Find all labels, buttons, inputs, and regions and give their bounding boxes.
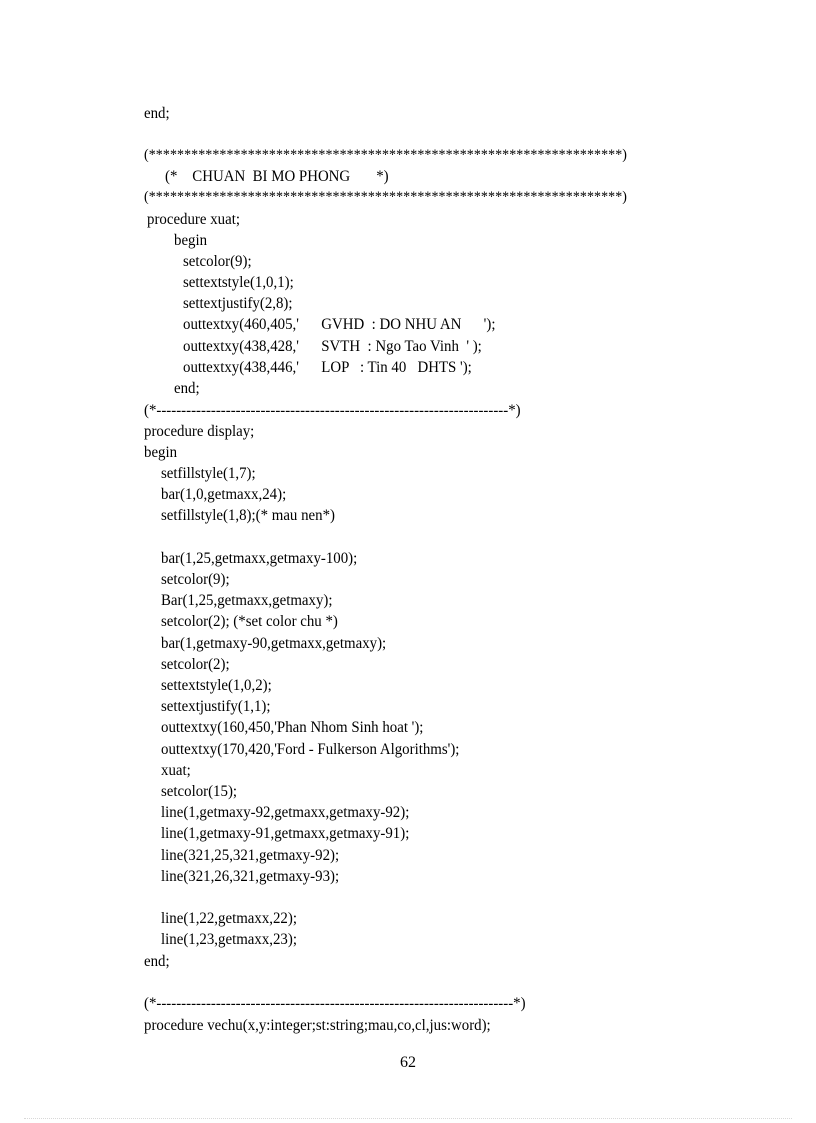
code-line: setcolor(9);: [161, 571, 230, 588]
code-line: line(321,25,321,getmaxy-92);: [161, 847, 340, 864]
code-line: end;: [144, 953, 170, 970]
code-line: end;: [144, 105, 170, 122]
code-line: setcolor(15);: [161, 783, 238, 800]
code-line: bar(1,25,getmaxx,getmaxy-100);: [161, 550, 358, 567]
comment-banner-line: (*******************************************************************): [144, 189, 628, 205]
code-line: outtextxy(170,420,'Ford - Fulkerson Algorithms');: [161, 741, 460, 758]
code-line: settextstyle(1,0,2);: [161, 677, 272, 694]
code-line: setcolor(9);: [183, 253, 252, 270]
code-line: end;: [174, 380, 200, 397]
code-line: setfillstyle(1,8);(* mau nen*): [161, 507, 335, 524]
code-line: bar(1,0,getmaxx,24);: [161, 486, 287, 503]
code-line: Bar(1,25,getmaxx,getmaxy);: [161, 592, 333, 609]
separator-comment: (*------------------------------------------------------------------------*): [144, 995, 526, 1012]
code-line: xuat;: [161, 762, 191, 779]
code-line: settextstyle(1,0,1);: [183, 274, 294, 291]
code-line: line(1,23,getmaxx,23);: [161, 931, 297, 948]
code-line: settextjustify(2,8);: [183, 295, 293, 312]
code-line: outtextxy(438,428,' SVTH : Ngo Tao Vinh ' );: [183, 338, 482, 355]
separator-comment: (*-----------------------------------------------------------------------*): [144, 402, 521, 419]
code-line: outtextxy(160,450,'Phan Nhom Sinh hoat ');: [161, 719, 424, 736]
code-line: begin: [174, 232, 208, 249]
code-line: line(321,26,321,getmaxy-93);: [161, 868, 340, 885]
procedure-header: procedure vechu(x,y:integer;st:string;mau,co,cl,jus:word);: [144, 1017, 491, 1034]
code-line: setfillstyle(1,7);: [161, 465, 256, 482]
code-line: setcolor(2);: [161, 656, 230, 673]
procedure-header: procedure display;: [144, 423, 255, 440]
code-line: bar(1,getmaxy-90,getmaxx,getmaxy);: [161, 635, 387, 652]
section-title-comment: (* CHUAN BI MO PHONG *): [165, 168, 389, 185]
page-number: 62: [400, 1054, 416, 1071]
code-line: line(1,22,getmaxx,22);: [161, 910, 297, 927]
code-line: settextjustify(1,1);: [161, 698, 271, 715]
page-bottom-rule: [24, 1118, 792, 1119]
comment-banner-line: (*******************************************************************): [144, 147, 628, 163]
procedure-header: procedure xuat;: [147, 211, 240, 228]
code-line: outtextxy(438,446,' LOP : Tin 40 DHTS ');: [183, 359, 472, 376]
code-line: outtextxy(460,405,' GVHD : DO NHU AN ');: [183, 316, 496, 333]
code-line: line(1,getmaxy-91,getmaxx,getmaxy-91);: [161, 825, 410, 842]
code-line: begin: [144, 444, 178, 461]
code-line: line(1,getmaxy-92,getmaxx,getmaxy-92);: [161, 804, 410, 821]
code-line: setcolor(2); (*set color chu *): [161, 613, 338, 630]
